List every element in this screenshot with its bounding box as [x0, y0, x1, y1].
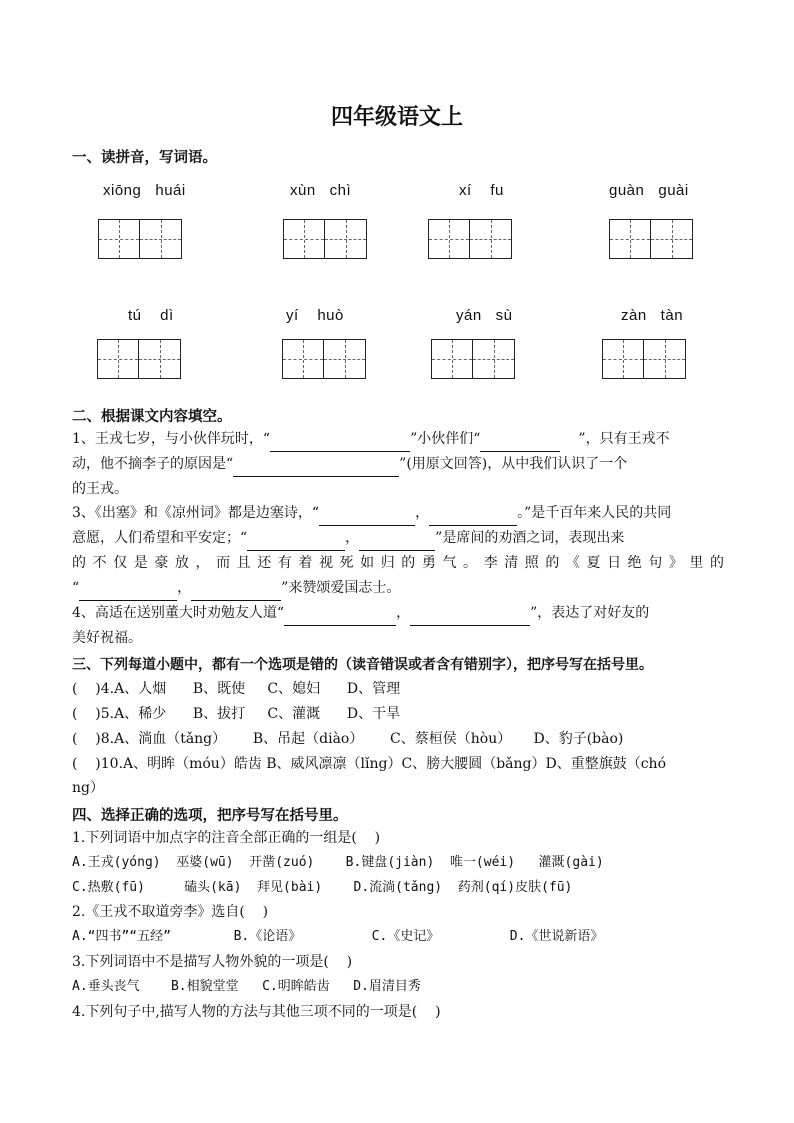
answer-grid-3[interactable] [428, 219, 512, 259]
pinyin-8: zàn tàn [621, 307, 684, 324]
pinyin-7: yán sù [456, 307, 513, 324]
q3-line-3: 的不仅是豪放，而且还有着视死如归的勇气。李清照的《夏日绝句》里的 [72, 555, 724, 571]
answer-grid-6[interactable] [282, 339, 366, 379]
blank-q4-2[interactable] [410, 609, 530, 626]
q1-line-1: 1、王戎七岁，与小伙伴玩时，“ ”小伙伴们“ ”，只有王戎不 [72, 427, 724, 452]
pinyin-6: yí huò [286, 307, 344, 324]
blank-q3-1[interactable] [319, 509, 415, 526]
answer-grid-4[interactable] [609, 219, 693, 259]
s3-row-5: ng） [72, 780, 104, 796]
blank-q3-2[interactable] [429, 509, 517, 526]
answer-grid-7[interactable] [431, 339, 515, 379]
blank-q3-6[interactable] [191, 584, 281, 601]
blank-q3-4[interactable] [359, 534, 435, 551]
s4-row-8: 4.下列句子中,描写人物的方法与其他三项不同的一项是( ) [72, 1004, 441, 1020]
section-1-heading: 一、读拼音，写词语。 [72, 150, 217, 166]
section-3-heading: 三、下列每道小题中，都有一个选项是错的（读音错误或者含有错别字），把序号写在括号里。 [72, 657, 653, 673]
pinyin-5: tú dì [128, 307, 174, 324]
s4-row-2: A.王戎(yóng) 巫婆(wū) 开凿(zuó) B.键盘(jiàn) 唯一(wéi) 灌溉(gài) [72, 855, 604, 870]
pinyin-4: guàn guài [609, 182, 689, 199]
q3-line-4: “ ， ”来赞颂爱国志士。 [72, 576, 724, 601]
q4-line-1: 4、高适在送别董大时劝勉友人道“ ， ”，表达了对好友的 [72, 601, 724, 626]
section-4-heading: 四、选择正确的选项，把序号写在括号里。 [72, 808, 348, 824]
pinyin-3: xí fu [459, 182, 504, 199]
q1-line-2: 动，他不摘李子的原因是“ ”(用原文回答)，从中我们认识了一个 [72, 452, 724, 477]
answer-grid-1[interactable] [98, 219, 182, 259]
pinyin-2: xùn chì [290, 182, 352, 199]
s4-row-6: 3.下列词语中不是描写人物外貌的一项是( ) [72, 954, 353, 970]
answer-grid-5[interactable] [97, 339, 181, 379]
page-title: 四年级语文上 [330, 105, 463, 130]
q3-line-2: 意愿，人们希望和平安定；“ ， ”是席间的劝酒之词，表现出来 [72, 526, 724, 551]
s3-row-1: ( )4.A、人烟 B、既使 C、媳妇 D、管理 [72, 681, 401, 697]
answer-grid-2[interactable] [283, 219, 367, 259]
blank-q1-1[interactable] [270, 435, 410, 452]
s3-row-3: ( )8.A、淌血（tǎng） B、吊起（diào） C、蔡桓侯（hòu） D、豹子(bào) [72, 731, 624, 747]
blank-q3-3[interactable] [247, 534, 345, 551]
q4-line-2: 美好祝福。 [72, 630, 142, 646]
blank-q1-2[interactable] [480, 435, 560, 452]
s4-row-5: A.“四书”“五经” B.《论语》 C.《史记》 D.《世说新语》 [72, 929, 604, 944]
blank-q4-1[interactable] [284, 609, 396, 626]
s4-row-3: C.热敷(fū) 磕头(kā) 拜见(bài) D.流淌(tǎng) 药剂(qí)皮肤(fū) [72, 880, 573, 895]
s3-row-4: ( )10.A、明眸（móu）皓齿 B、威风凛凛（lǐng）C、膀大腰圆（bǎng）D、重整旗鼓（chó [72, 756, 667, 772]
q3-line-1: 3、《出塞》和《凉州词》都是边塞诗，“ ， 。”是千百年来人民的共同 [72, 501, 724, 526]
s4-row-7: A.垂头丧气 B.相貌堂堂 C.明眸皓齿 D.眉清目秀 [72, 979, 421, 994]
s4-row-1: 1.下列词语中加点字的注音全部正确的一组是( ) [72, 830, 381, 846]
s4-row-4: 2.《王戎不取道旁李》选自( ) [72, 904, 269, 920]
blank-q1-3[interactable] [233, 460, 399, 477]
section-2-heading: 二、根据课文内容填空。 [72, 409, 232, 425]
s3-row-2: ( )5.A、稀少 B、拔打 C、灌溉 D、干旱 [72, 706, 401, 722]
q1-line-3: 的王戎。 [72, 481, 128, 497]
pinyin-1: xiōng huái [103, 182, 186, 199]
answer-grid-8[interactable] [602, 339, 686, 379]
blank-q3-5[interactable] [79, 584, 177, 601]
